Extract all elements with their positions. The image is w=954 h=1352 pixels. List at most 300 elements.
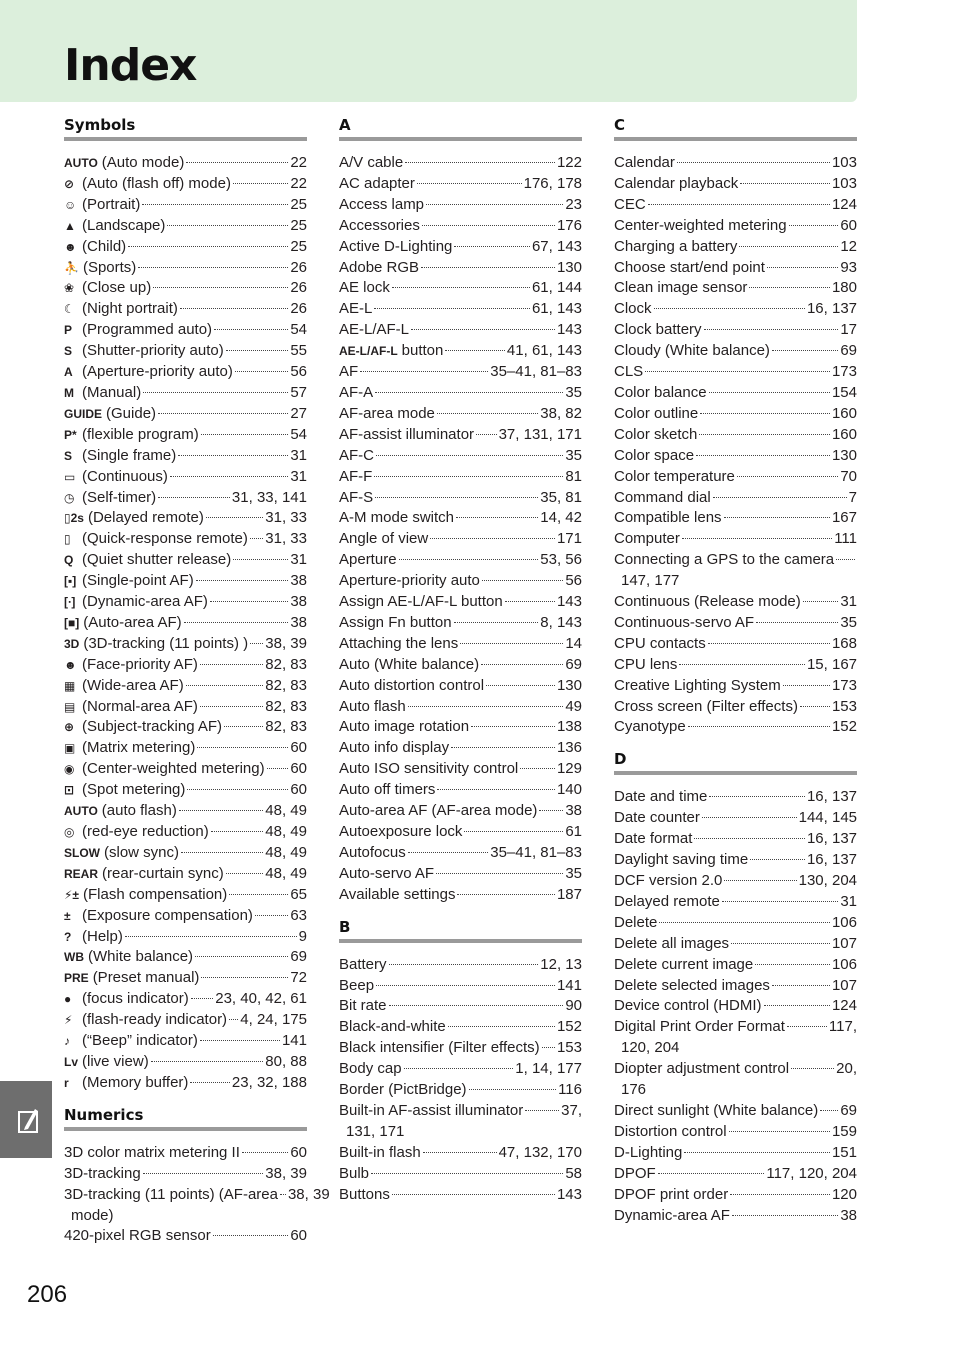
index-entry[interactable] [614, 913, 857, 934]
entry-term: Connecting a GPS to the camera [614, 551, 835, 569]
leader-dots [750, 859, 805, 860]
section-heading: C [614, 113, 857, 141]
entry-pages: 1, 14, 177 [515, 1060, 582, 1078]
index-entry[interactable] [614, 934, 857, 955]
entry-pages: 153 [556, 1039, 582, 1057]
entry-term: 3D-tracking (11 points) (AF-area [64, 1185, 278, 1203]
index-entry[interactable] [614, 341, 857, 362]
index-entry[interactable] [64, 237, 307, 258]
entry-pages: 15, 167 [806, 655, 857, 673]
entry-pages: 167 [831, 509, 857, 527]
index-entry[interactable] [339, 1143, 582, 1164]
index-entry[interactable] [614, 237, 857, 258]
entry-term: Auto info display [339, 739, 450, 757]
leader-dots [679, 664, 805, 665]
entry-pages: 37, [561, 1101, 582, 1119]
index-entry[interactable] [614, 508, 857, 529]
entry-pages: 35 [565, 383, 582, 401]
leader-dots [482, 580, 563, 581]
leader-dots [250, 643, 263, 644]
index-entry[interactable] [64, 1143, 307, 1164]
entry-continuation: 131, 171 [346, 1122, 405, 1140]
leader-dots [226, 350, 289, 351]
entry-pages: 61 [565, 823, 582, 840]
entry-term: Computer [614, 530, 680, 548]
index-entry[interactable] [64, 947, 307, 968]
index-entry[interactable] [64, 676, 307, 697]
entry-pages: 35 [565, 864, 582, 882]
index-entry[interactable] [64, 738, 307, 759]
entry-term: (Delayed remote) [87, 509, 204, 527]
index-entry[interactable] [614, 955, 857, 976]
entry-pages: 65 [290, 885, 307, 903]
entry-pages: 25 [290, 216, 307, 234]
entry-term: (auto flash) [101, 802, 177, 820]
index-entry[interactable] [614, 550, 857, 592]
index-entry[interactable] [339, 467, 582, 488]
index-entry[interactable] [614, 976, 857, 997]
entry-pages: 60 [840, 216, 857, 234]
index-entry[interactable] [64, 508, 307, 529]
index-entry[interactable] [64, 320, 307, 341]
index-entry[interactable] [64, 989, 307, 1010]
mode-symbol-icon: P [64, 323, 73, 338]
entry-pages: 49 [565, 697, 582, 715]
leader-dots [740, 183, 830, 184]
index-entry[interactable] [614, 1143, 857, 1164]
entry-term: (live view) [82, 1052, 149, 1070]
entry-term: Delete selected images [614, 976, 770, 994]
index-entry[interactable] [64, 1010, 307, 1031]
index-entry[interactable] [339, 822, 582, 843]
entry-pages: 38 [290, 613, 307, 631]
index-entry[interactable] [339, 488, 582, 509]
leader-dots [200, 1040, 280, 1041]
index-entry[interactable] [64, 634, 307, 655]
leader-dots [445, 350, 505, 351]
index-entry[interactable] [339, 425, 582, 446]
mode-symbol-icon: P* [64, 427, 77, 442]
index-entry[interactable] [64, 1164, 307, 1185]
entry-pages: 151 [831, 1143, 857, 1161]
entry-pages: 144, 145 [798, 809, 857, 827]
leader-dots [179, 810, 263, 811]
index-entry[interactable] [339, 1038, 582, 1059]
leader-dots [151, 1061, 264, 1062]
entry-term: (Night portrait) [82, 300, 178, 318]
entry-term: Bit rate [339, 997, 387, 1015]
leader-dots [694, 838, 805, 839]
entry-pages: 67, 143 [531, 237, 582, 255]
entry-term: Compatible lens [614, 509, 722, 527]
index-entry[interactable] [614, 808, 857, 829]
index-entry[interactable] [339, 634, 582, 655]
entry-term: Diopter adjustment control [614, 1060, 790, 1078]
mode-symbol-icon: S [64, 344, 73, 359]
index-entry[interactable] [339, 550, 582, 571]
index-entry[interactable] [614, 787, 857, 808]
index-entry[interactable] [614, 1059, 857, 1101]
entry-pages: 69 [840, 1101, 857, 1119]
index-entry[interactable] [64, 299, 307, 320]
entry-term: AF-S [339, 488, 374, 506]
index-entry[interactable] [339, 320, 582, 341]
leader-dots [235, 371, 288, 372]
entry-pages: 143 [556, 321, 582, 339]
entry-term: AC adapter [339, 174, 415, 192]
leader-dots [713, 497, 847, 498]
index-entry[interactable] [339, 404, 582, 425]
entry-term: Delete all images [614, 934, 730, 952]
index-entry[interactable] [614, 467, 857, 488]
index-entry[interactable] [614, 1164, 857, 1185]
index-entry[interactable] [614, 446, 857, 467]
entry-pages: 55 [290, 342, 307, 360]
entry-pages: 41, 61, 143 [506, 342, 582, 360]
index-entry[interactable] [339, 738, 582, 759]
leader-dots [724, 517, 830, 518]
entry-term: Auto (White balance) [339, 655, 480, 673]
leader-dots [190, 1082, 230, 1083]
index-entry[interactable] [614, 996, 857, 1017]
index-entry[interactable] [64, 174, 307, 195]
index-entry[interactable] [64, 759, 307, 780]
index-entry[interactable] [614, 829, 857, 850]
index-entry[interactable] [64, 613, 307, 634]
entry-term: AF-C [339, 446, 374, 464]
index-entry[interactable] [339, 885, 582, 906]
index-entry[interactable] [64, 780, 307, 801]
index-entry[interactable] [614, 717, 857, 738]
chapter-tab[interactable] [0, 1081, 52, 1158]
index-entry[interactable] [64, 822, 307, 843]
leader-dots [426, 204, 563, 205]
entry-pages: 35 [840, 613, 857, 631]
entry-pages: 56 [290, 363, 307, 381]
index-entry[interactable] [614, 362, 857, 383]
index-entry[interactable] [339, 655, 582, 676]
entry-term: (Dynamic-area AF) [82, 593, 208, 611]
leader-dots [709, 392, 830, 393]
leader-dots [505, 601, 555, 602]
index-entry[interactable] [64, 927, 307, 948]
leader-dots [451, 747, 555, 748]
index-entry[interactable] [64, 864, 307, 885]
entry-term: (Auto-area AF) [83, 613, 182, 631]
entry-pages: 82, 83 [265, 718, 307, 736]
entry-pages: 23, 32, 188 [231, 1073, 307, 1091]
entry-term: Aperture [339, 551, 397, 569]
entry-pages: 130 [556, 258, 582, 276]
leader-dots [700, 413, 830, 414]
leader-dots [191, 998, 214, 999]
entry-pages: 103 [831, 154, 857, 171]
entry-pages: 48, 49 [265, 864, 307, 882]
index-entry[interactable] [64, 278, 307, 299]
entry-term: (Preset manual) [92, 969, 200, 987]
entry-term: Beep [339, 976, 375, 994]
entry-pages: 143 [556, 593, 582, 611]
index-entry[interactable] [614, 1185, 857, 1206]
leader-dots [755, 964, 830, 965]
index-entry[interactable] [64, 153, 307, 174]
index-entry[interactable] [614, 216, 857, 237]
index-entry[interactable] [614, 892, 857, 913]
index-entry[interactable] [64, 843, 307, 864]
entry-term: Creative Lighting System [614, 676, 781, 694]
leader-dots [787, 1026, 827, 1027]
entry-term: (flash-ready indicator) [82, 1011, 228, 1029]
index-entry[interactable] [339, 976, 582, 997]
index-entry[interactable] [614, 320, 857, 341]
entry-term: Body cap [339, 1060, 402, 1078]
entry-term: AF [339, 363, 359, 381]
index-entry[interactable] [614, 174, 857, 195]
entry-pages: 12 [840, 237, 857, 255]
index-entry[interactable] [339, 676, 582, 697]
index-entry[interactable] [614, 697, 857, 718]
index-entry[interactable] [614, 529, 857, 550]
entry-term: Calendar [614, 154, 675, 171]
index-entry[interactable] [64, 488, 307, 509]
index-entry[interactable] [339, 1101, 582, 1143]
index-entry[interactable] [64, 258, 307, 279]
index-entry[interactable] [339, 843, 582, 864]
index-entry[interactable] [64, 801, 307, 822]
index-entry[interactable] [339, 341, 582, 362]
index-entry[interactable] [64, 383, 307, 404]
index-entry[interactable] [339, 153, 582, 174]
index-entry[interactable] [614, 278, 857, 299]
index-entry[interactable] [339, 1017, 582, 1038]
index-entry[interactable] [64, 362, 307, 383]
entry-term: button [401, 342, 444, 360]
index-entry[interactable] [614, 299, 857, 320]
index-entry[interactable] [64, 697, 307, 718]
entry-pages: 35–41, 81–83 [490, 363, 582, 381]
leader-dots [739, 246, 838, 247]
index-entry[interactable] [614, 634, 857, 655]
leader-dots [800, 706, 830, 707]
index-entry[interactable] [339, 864, 582, 885]
index-entry[interactable] [339, 174, 582, 195]
index-entry[interactable] [339, 571, 582, 592]
index-entry[interactable] [339, 195, 582, 216]
index-entry[interactable] [339, 613, 582, 634]
index-entry[interactable] [64, 655, 307, 676]
index-entry[interactable] [339, 216, 582, 237]
index-entry[interactable] [339, 801, 582, 822]
index-entry[interactable] [64, 550, 307, 571]
leader-dots [195, 956, 288, 957]
leader-dots [158, 413, 288, 414]
entry-term: Device control (HDMI) [614, 997, 762, 1015]
mode-symbol-icon: ? [64, 929, 72, 944]
leader-dots [542, 1047, 555, 1048]
index-entry[interactable] [339, 278, 582, 299]
leader-dots [732, 1215, 838, 1216]
leader-dots [448, 1026, 555, 1027]
leader-dots [213, 1235, 289, 1236]
index-entry[interactable] [339, 1059, 582, 1080]
index-entry[interactable] [339, 383, 582, 404]
mode-symbol-icon: WB [64, 950, 84, 965]
entry-pages: 153 [831, 697, 857, 715]
index-entry[interactable] [64, 529, 307, 550]
leader-dots [211, 831, 264, 832]
entry-term: Black-and-white [339, 1018, 446, 1036]
entry-term: (Flash compensation) [83, 885, 228, 903]
pencil-retouch-icon [18, 1107, 40, 1133]
index-entry[interactable] [339, 237, 582, 258]
mode-symbol-icon: GUIDE [64, 406, 103, 421]
index-entry[interactable] [614, 592, 857, 613]
entry-term: Delayed remote [614, 892, 720, 910]
index-entry[interactable] [614, 850, 857, 871]
index-entry[interactable] [339, 1080, 582, 1101]
entry-term: (Exposure compensation) [82, 906, 253, 924]
index-entry[interactable] [64, 968, 307, 989]
leader-dots [648, 204, 830, 205]
index-entry[interactable] [614, 1122, 857, 1143]
entry-term: AE-L/AF-L [339, 321, 410, 339]
entry-term: Auto image rotation [339, 718, 470, 736]
entry-term: A-M mode switch [339, 509, 455, 527]
index-entry[interactable] [614, 488, 857, 509]
index-entry[interactable] [614, 404, 857, 425]
leader-dots [360, 371, 488, 372]
entry-pages: 93 [840, 258, 857, 276]
entry-term: AE-L [339, 300, 373, 318]
index-entry[interactable] [339, 508, 582, 529]
entry-pages: 60 [290, 760, 307, 778]
index-entry[interactable] [339, 780, 582, 801]
leader-dots [196, 580, 289, 581]
entry-pages: 120 [831, 1185, 857, 1203]
entry-pages: 180 [831, 279, 857, 297]
entry-pages: 82, 83 [265, 697, 307, 715]
index-entry[interactable] [614, 1206, 857, 1227]
mode-symbol-icon: M [64, 385, 74, 400]
index-entry[interactable] [64, 717, 307, 738]
index-entry[interactable] [614, 1017, 857, 1059]
index-entry[interactable] [64, 1226, 307, 1247]
entry-term: Bulb [339, 1164, 370, 1182]
index-entry[interactable] [614, 425, 857, 446]
index-entry[interactable] [339, 258, 582, 279]
index-entry[interactable] [64, 1073, 307, 1094]
index-entry[interactable] [64, 216, 307, 237]
index-entry[interactable] [614, 655, 857, 676]
index-entry[interactable] [64, 425, 307, 446]
index-entry[interactable] [339, 592, 582, 613]
entry-pages: 26 [290, 279, 307, 297]
leader-dots [437, 789, 555, 790]
entry-term: 3D-tracking [64, 1164, 141, 1182]
index-entry[interactable] [64, 571, 307, 592]
index-entry[interactable] [614, 676, 857, 697]
leader-dots [469, 1089, 557, 1090]
index-entry[interactable] [339, 1185, 582, 1206]
entry-pages: 17 [840, 321, 857, 339]
index-entry[interactable] [339, 299, 582, 320]
entry-term: Continuous (Release mode) [614, 593, 801, 611]
entry-term: (Help) [82, 927, 123, 945]
entry-pages: 138 [556, 718, 582, 736]
index-entry[interactable] [339, 717, 582, 738]
entry-term: Digital Print Order Format [614, 1018, 785, 1036]
index-entry[interactable] [339, 955, 582, 976]
index-entry[interactable] [339, 362, 582, 383]
index-entry[interactable] [64, 446, 307, 467]
entry-pages: 61, 143 [531, 300, 582, 318]
entry-term: Accessories [339, 216, 420, 234]
entry-term: Delete [614, 913, 658, 931]
index-entry[interactable] [614, 258, 857, 279]
index-entry[interactable] [339, 446, 582, 467]
entry-term: Clean image sensor [614, 279, 748, 297]
mode-symbol-icon: ♪ [64, 1034, 70, 1049]
index-entry[interactable] [339, 1164, 582, 1185]
index-entry[interactable] [64, 592, 307, 613]
index-entry[interactable] [64, 195, 307, 216]
entry-pages: 26 [290, 300, 307, 318]
index-entry[interactable] [614, 153, 857, 174]
mode-symbol-icon: ● [64, 992, 72, 1007]
index-entry[interactable] [64, 341, 307, 362]
index-entry[interactable] [339, 529, 582, 550]
leader-dots [709, 796, 805, 797]
leader-dots [125, 936, 297, 937]
index-entry[interactable] [614, 871, 857, 892]
leader-dots [404, 1068, 514, 1069]
entry-pages: 16, 137 [806, 788, 857, 806]
leader-dots [392, 1194, 555, 1195]
entry-pages: 16, 137 [806, 851, 857, 869]
leader-dots [206, 517, 263, 518]
index-entry[interactable] [64, 906, 307, 927]
leader-dots [791, 1068, 834, 1069]
index-entry[interactable] [64, 885, 307, 906]
leader-dots [486, 685, 555, 686]
index-entry[interactable] [614, 613, 857, 634]
index-entry[interactable] [339, 996, 582, 1017]
leader-dots [201, 977, 288, 978]
leader-dots [181, 852, 263, 853]
index-entry[interactable] [64, 1185, 330, 1227]
index-entry[interactable] [64, 1052, 307, 1073]
entry-term: (Auto (flash off) mode) [82, 174, 231, 192]
index-entry[interactable] [614, 383, 857, 404]
mode-symbol-icon: Lv [64, 1054, 79, 1069]
section-heading: B [339, 915, 582, 943]
index-entry[interactable] [64, 404, 307, 425]
leader-dots [682, 538, 832, 539]
entry-pages: 31 [290, 467, 307, 485]
entry-term: Color outline [614, 404, 699, 422]
index-entry[interactable] [614, 1101, 857, 1122]
entry-term: (Guide) [106, 404, 157, 422]
index-entry[interactable] [64, 467, 307, 488]
index-entry[interactable] [339, 759, 582, 780]
index-entry[interactable] [339, 697, 582, 718]
index-entry[interactable] [64, 1031, 307, 1052]
index-entry[interactable] [614, 195, 857, 216]
leader-dots [520, 768, 555, 769]
mode-symbol-icon: ☺ [64, 197, 77, 212]
leader-dots [411, 329, 555, 330]
entry-pages: 38, 39 [265, 1164, 307, 1182]
